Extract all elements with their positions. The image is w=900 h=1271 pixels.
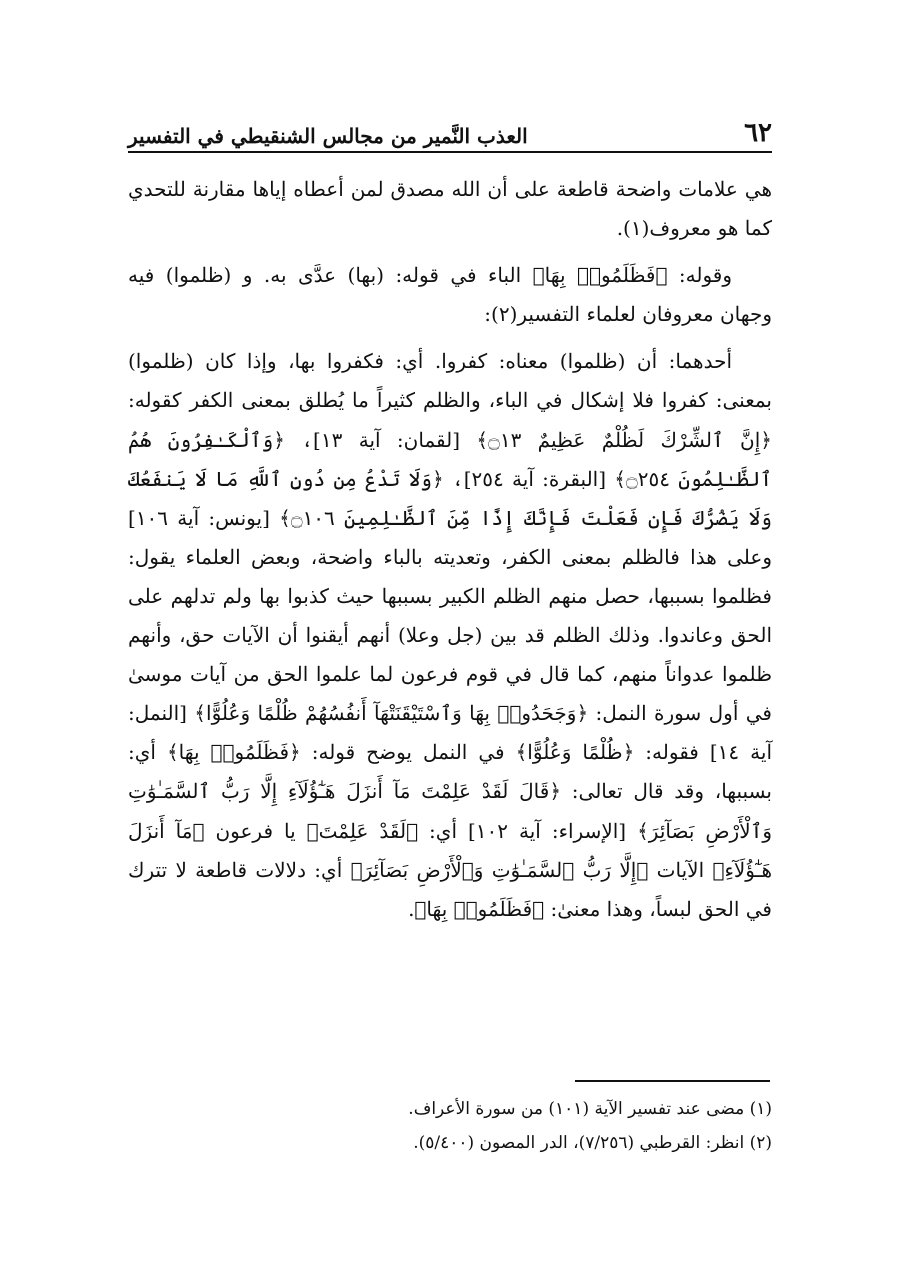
page-number: ٦٢: [744, 118, 772, 148]
paragraph-2: وقوله: ﴿فَظَلَمُوا۟ بِهَا﴾ الباء في قوله: (بها) عدَّى به. و (ظلموا) فيه وجهان معروفان لعلماء التفسير(٢):: [128, 263, 772, 327]
footnotes: [128, 1092, 772, 1160]
footnote-2: (٢) انظر: القرطبي (٧/٢٥٦)، الدر المصون (٥/٤٠٠).: [413, 1133, 772, 1153]
running-title: العذب النَّمير من مجالس الشنقيطي في التفسير: [128, 124, 528, 148]
header-divider: [128, 151, 772, 153]
paragraph-3: أحدهما: أن (ظلموا) معناه: كفروا. أي: فكفروا بها، وإذا كان (ظلموا) بمعنى: كفروا فلا إشكال في الباء، والظلم كثيراً ما يُطلق بمعنى الكفر كقوله: ﴿إِنَّ ٱلشِّرْكَ لَظُلْمٌ عَظِيمٌ ۝١٣﴾ [لقمان: آية ١٣]، ﴿وَٱلْكَـٰفِرُونَ هُمُ ٱلظَّـٰلِمُونَ ۝٢٥٤﴾ [البقرة: آية ٢٥٤]، ﴿وَلَا تَدْعُ مِن دُونِ ٱللَّهِ مَا لَا يَنفَعُكَ وَلَا يَضُرُّكَ فَإِن فَعَلْتَ فَإِنَّكَ إِذًا مِّنَ ٱلظَّـٰلِمِينَ ۝١٠٦﴾ [يونس: آية ١٠٦] وعلى هذا فالظلم بمعنى الكفر، وتعديته بالباء واضحة، وبعض العلماء يقول: فظلموا بسببها، حصل منهم الظلم الكبير بسببها حيث كذبوا بها ولم تدلهم على الحق وعاندوا. وذلك الظلم قد بين (جل وعلا) أنهم أيقنوا أن الآيات حق، وأنهم ظلموا عدواناً منهم، كما قال في قوم فرعون لما علموا الحق من آيات موسىٰ في أول سورة النمل: ﴿وَجَحَدُوا۟ بِهَا وَٱسْتَيْقَنَتْهَآ أَنفُسُهُمْ ظُلْمًا وَعُلُوًّا﴾ [النمل: آية ١٤] فقوله: ﴿ظُلْمًا وَعُلُوًّا﴾ في النمل يوضح قوله: ﴿فَظَلَمُوا۟ بِهَا﴾ أي: بسببها، وقد قال تعالى: ﴿قَالَ لَقَدْ عَلِمْتَ مَآ أَنزَلَ هَـٰٓؤُلَآءِ إِلَّا رَبُّ ٱلسَّمَـٰوَٰتِ وَٱلْأَرْضِ بَصَآئِرَ﴾ [الإسراء: آية ١٠٢] أي: ﴿لَقَدْ عَلِمْتَ﴾ يا فرعون ﴿مَآ أَنزَلَ هَـٰٓؤُلَآءِ﴾ الآيات ﴿إِلَّا رَبُّ ٱلسَّمَـٰوَٰتِ وَٱلْأَرْضِ بَصَآئِرَ﴾ أي: دلالات قاطعة لا تترك في الحق لبساً، وهذا معنىٰ: ﴿فَظَلَمُوا۟ بِهَا﴾.: [128, 349, 773, 921]
page-header: [128, 108, 772, 148]
footnote-divider: [575, 1080, 770, 1082]
footnote-1: (١) مضى عند تفسير الآية (١٠١) من سورة الأعراف.: [408, 1099, 772, 1119]
main-text: [128, 170, 772, 929]
paragraph-1: هي علامات واضحة قاطعة على أن الله مصدق لمن أعطاه إياها مقارنة للتحدي كما هو معروف(١).: [128, 177, 772, 241]
